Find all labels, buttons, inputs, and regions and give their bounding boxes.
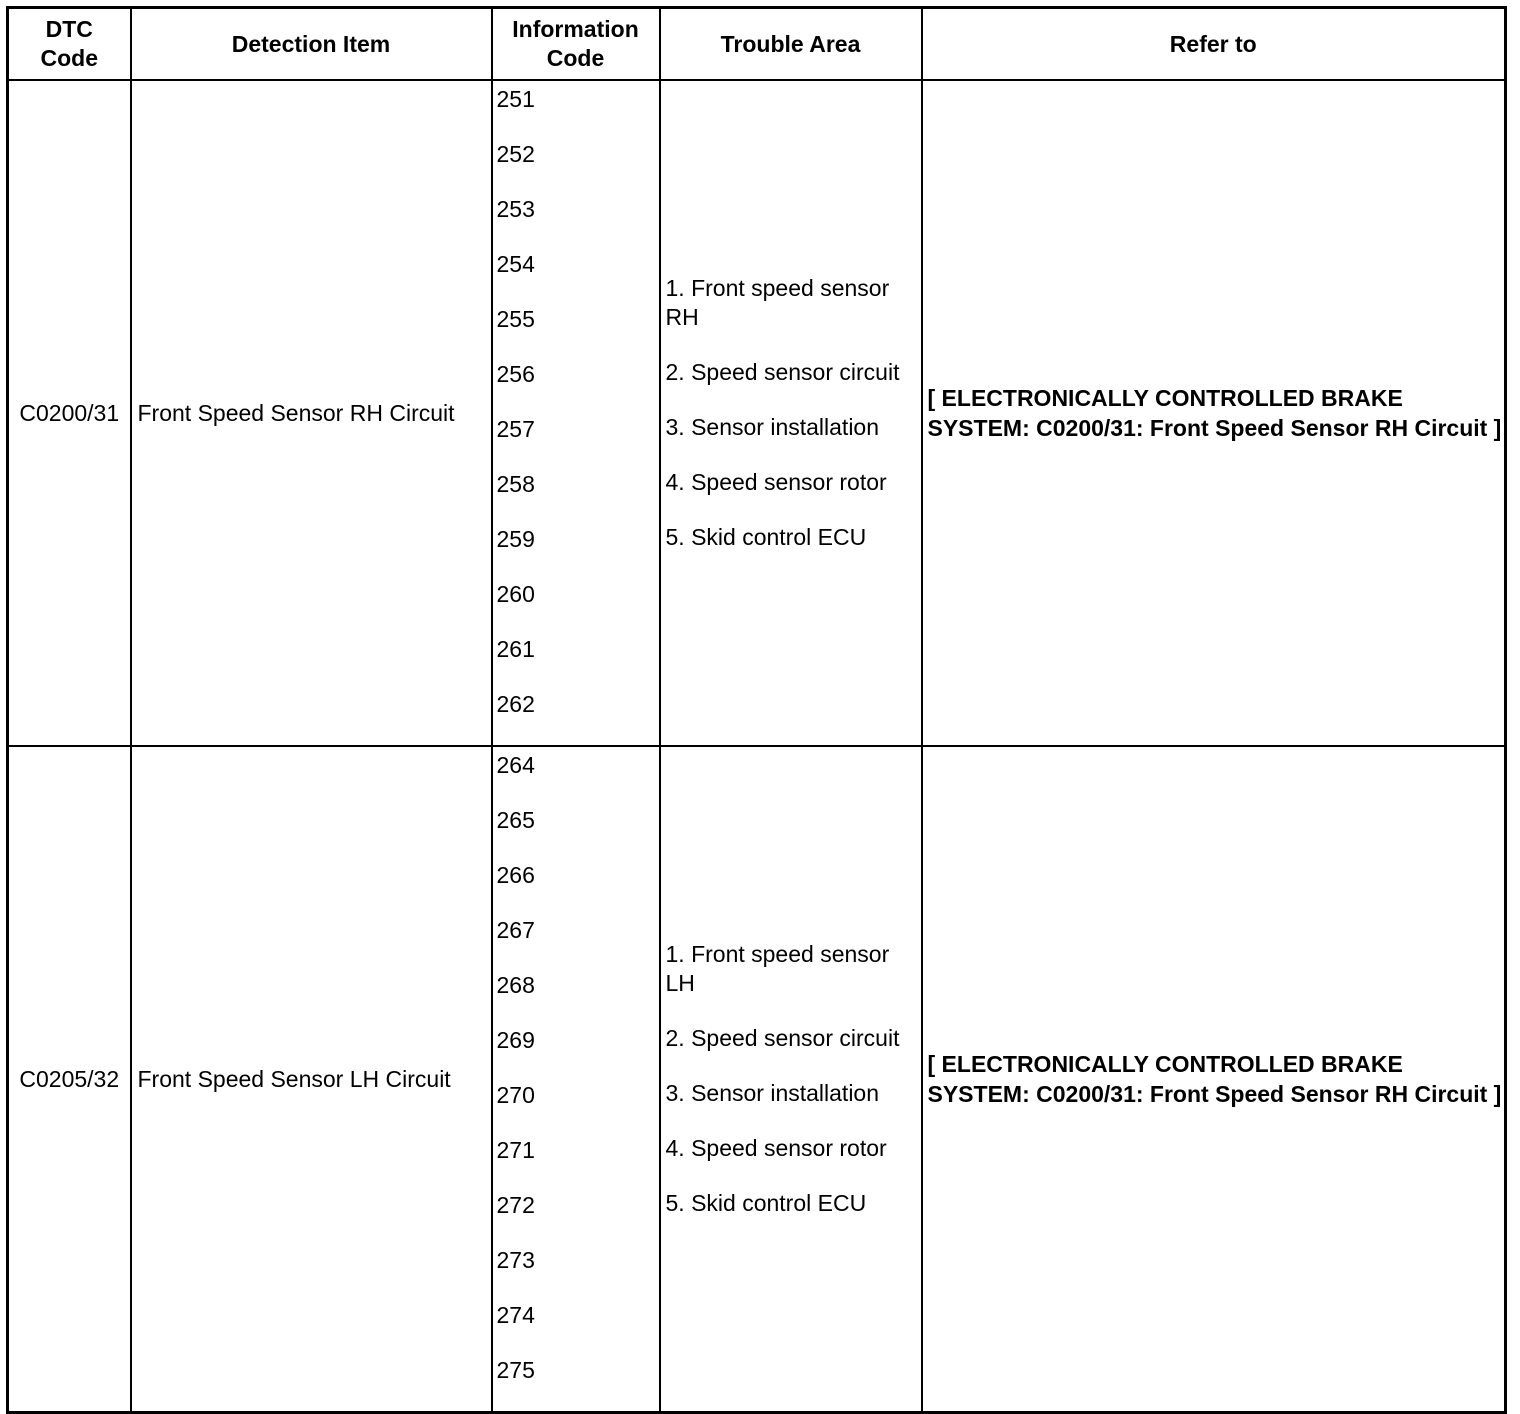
header-trouble-area: Trouble Area xyxy=(660,8,922,81)
trouble-area-cell xyxy=(660,746,922,1413)
header-refer-to: Refer to xyxy=(922,8,1506,81)
information-code: 253 xyxy=(496,196,535,222)
information-code: 268 xyxy=(496,972,535,998)
information-code: 262 xyxy=(496,691,535,717)
information-code: 256 xyxy=(496,361,535,387)
header-detection-item: Detection Item xyxy=(131,8,492,81)
trouble-area-item: 3. Sensor installation xyxy=(665,414,880,440)
trouble-area-item: 5. Skid control ECU xyxy=(665,1190,867,1216)
trouble-area-item: 1. Front speed sensor LH xyxy=(665,941,890,996)
trouble-area-item: 2. Speed sensor circuit xyxy=(665,1025,900,1051)
information-code: 261 xyxy=(496,636,535,662)
information-code: 275 xyxy=(496,1357,535,1383)
refer-to-link[interactable]: [ ELECTRONICALLY CONTROLLED BRAKE SYSTEM: C0200/31: Front Speed Sensor RH Circuit ] xyxy=(922,80,1506,746)
information-code: 269 xyxy=(496,1027,535,1053)
information-code: 252 xyxy=(496,141,535,167)
information-code: 251 xyxy=(496,86,535,112)
information-code: 258 xyxy=(496,471,535,497)
information-code-cell xyxy=(492,80,660,746)
dtc-table xyxy=(6,6,1507,1414)
trouble-area-item: 4. Speed sensor rotor xyxy=(665,1135,887,1161)
trouble-area-item: 5. Skid control ECU xyxy=(665,524,867,550)
detection-item-cell: Front Speed Sensor LH Circuit xyxy=(131,746,492,1413)
header-dtc-code: DTC Code xyxy=(8,8,131,81)
information-code: 255 xyxy=(496,306,535,332)
header-row xyxy=(8,8,1506,81)
information-code: 271 xyxy=(496,1137,535,1163)
information-code: 273 xyxy=(496,1247,535,1273)
information-code: 259 xyxy=(496,526,535,552)
information-code: 266 xyxy=(496,862,535,888)
information-code: 254 xyxy=(496,251,535,277)
information-code: 274 xyxy=(496,1302,535,1328)
information-code-list xyxy=(497,751,659,1411)
header-information-code: Information Code xyxy=(492,8,660,81)
trouble-area-item: 3. Sensor installation xyxy=(665,1080,880,1106)
information-code: 267 xyxy=(496,917,535,943)
trouble-area-item: 4. Speed sensor rotor xyxy=(665,469,887,495)
trouble-area-cell xyxy=(660,80,922,746)
trouble-area-item: 2. Speed sensor circuit xyxy=(665,359,900,385)
table-row xyxy=(8,80,1506,746)
table-row xyxy=(8,746,1506,1413)
information-code: 260 xyxy=(496,581,535,607)
information-code: 270 xyxy=(496,1082,535,1108)
dtc-code-cell: C0205/32 xyxy=(8,746,131,1413)
information-code: 264 xyxy=(496,752,535,778)
trouble-area-item: 1. Front speed sensor RH xyxy=(665,275,890,330)
refer-to-link[interactable]: [ ELECTRONICALLY CONTROLLED BRAKE SYSTEM: C0200/31: Front Speed Sensor RH Circuit ] xyxy=(922,746,1506,1413)
information-code: 272 xyxy=(496,1192,535,1218)
information-code-cell xyxy=(492,746,660,1413)
information-code-list xyxy=(497,85,659,745)
dtc-code-cell: C0200/31 xyxy=(8,80,131,746)
information-code: 265 xyxy=(496,807,535,833)
information-code: 257 xyxy=(496,416,535,442)
detection-item-cell: Front Speed Sensor RH Circuit xyxy=(131,80,492,746)
